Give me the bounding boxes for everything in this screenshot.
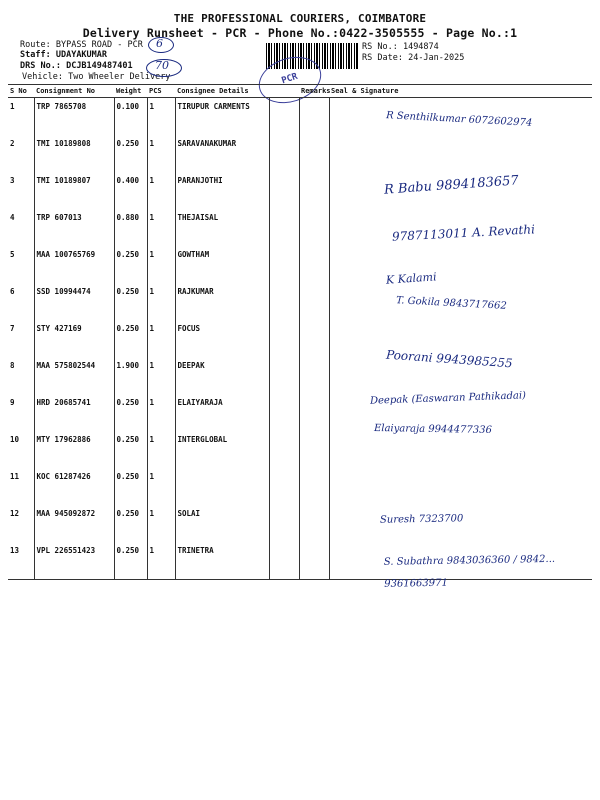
company-title: THE PROFESSIONAL COURIERS, COIMBATORE: [173, 12, 427, 25]
cell-pcs: 1: [147, 505, 175, 542]
drs-label: DRS No.:: [20, 61, 61, 71]
cell-consignee: THEJAISAL: [175, 209, 269, 246]
cell-weight: 0.250: [114, 283, 147, 320]
drs-value: DCJB149487401: [66, 61, 133, 71]
cell-remarks: [299, 320, 329, 357]
cell-blank: [269, 468, 299, 505]
cell-blank: [269, 431, 299, 468]
cell-weight: 0.250: [114, 431, 147, 468]
cell-blank: [269, 320, 299, 357]
cell-remarks: [299, 357, 329, 394]
table-row: [8, 135, 592, 172]
runsheet-title: Delivery Runsheet - PCR - Phone No.:0422-3505555 - Page No.:1: [82, 26, 518, 40]
cell-consignment: MTY 17962886: [34, 431, 114, 468]
cell-consignee: SOLAI: [175, 505, 269, 542]
cell-signature: [329, 468, 592, 505]
rs-date-label: RS Date:: [362, 53, 403, 63]
cell-weight: 0.250: [114, 542, 147, 580]
signature-12: Suresh 7323700: [379, 513, 464, 526]
col-consignee: Consignee Details: [175, 85, 269, 98]
cell-pcs: 1: [147, 357, 175, 394]
cell-signature: [329, 431, 592, 468]
cell-blank: [269, 357, 299, 394]
cell-consignee: TIRUPUR CARMENTS: [175, 98, 269, 136]
signature-9: Deepak (Easwaran Pathikadai): [369, 390, 527, 407]
cell-remarks: [299, 394, 329, 431]
cell-sno: 6: [10, 287, 15, 296]
staff-line: [20, 50, 107, 60]
cell-blank: [269, 209, 299, 246]
cell-weight: 0.880: [114, 209, 147, 246]
staff-value: UDAYAKUMAR: [55, 50, 108, 60]
cell-consignment: MAA 945092872: [34, 505, 114, 542]
cell-consignment: TRP 607013: [34, 209, 114, 246]
cell-sno: 2: [10, 139, 15, 148]
cell-signature: [329, 320, 592, 357]
cell-weight: 0.250: [114, 394, 147, 431]
table-row: [8, 320, 592, 357]
cell-signature: [329, 246, 592, 283]
cell-consignment: SSD 10994474: [34, 283, 114, 320]
cell-remarks: [299, 209, 329, 246]
cell-sno: 12: [10, 509, 20, 518]
drs-handwritten-mark: 70: [155, 59, 169, 72]
signature-13: S. Subathra 9843036360 / 9842... 9361663971: [383, 553, 556, 590]
cell-remarks: [299, 98, 329, 136]
table-row: [8, 431, 592, 468]
pcr-stamp: PCR: [253, 49, 327, 111]
cell-consignee: DEEPAK: [175, 357, 269, 394]
rs-no-label: RS No.:: [362, 42, 398, 52]
cell-consignment: KOC 61287426: [34, 468, 114, 505]
cell-blank: [269, 98, 299, 136]
route-value: BYPASS ROAD - PCR: [55, 40, 143, 50]
cell-remarks: [299, 135, 329, 172]
signature-3: R Babu 9894183657: [383, 173, 520, 198]
signature-10: Elaiyaraja 9944477336: [373, 422, 492, 437]
cell-pcs: 1: [147, 246, 175, 283]
cell-consignee: FOCUS: [175, 320, 269, 357]
staff-label: Staff:: [20, 50, 51, 60]
cell-pcs: 1: [147, 98, 175, 136]
cell-consignment: HRD 20685741: [34, 394, 114, 431]
cell-weight: 1.900: [114, 357, 147, 394]
vehicle-line: [22, 72, 170, 82]
cell-consignee: PARANJOTHI: [175, 172, 269, 209]
runsheet-table: [8, 84, 592, 580]
col-sno: S No: [8, 85, 34, 98]
cell-pcs: 1: [147, 394, 175, 431]
signature-8: Poorani 9943985255: [385, 347, 513, 371]
cell-pcs: 1: [147, 135, 175, 172]
cell-consignment: TMI 10189807: [34, 172, 114, 209]
cell-sno: 11: [10, 472, 20, 481]
cell-weight: 0.400: [114, 172, 147, 209]
rs-date-line: [362, 53, 464, 63]
rs-no-line: [362, 42, 439, 52]
cell-sno: 9: [10, 398, 15, 407]
cell-signature: [329, 135, 592, 172]
col-blank: [269, 85, 299, 98]
cell-consignee: INTERGLOBAL: [175, 431, 269, 468]
cell-pcs: 1: [147, 542, 175, 580]
cell-blank: [269, 246, 299, 283]
cell-weight: 0.250: [114, 505, 147, 542]
cell-consignment: TRP 7865708: [34, 98, 114, 136]
vehicle-label: Vehicle:: [22, 72, 63, 82]
cell-pcs: 1: [147, 320, 175, 357]
rs-date-value: 24-Jan-2025: [408, 53, 465, 63]
cell-consignment: VPL 226551423: [34, 542, 114, 580]
cell-remarks: [299, 246, 329, 283]
cell-sno: 13: [8, 542, 34, 580]
cell-blank: [269, 505, 299, 542]
cell-sno: 7: [10, 324, 15, 333]
cell-weight: 0.250: [114, 468, 147, 505]
cell-consignee: ELAIYARAJA: [175, 394, 269, 431]
cell-sno: 3: [10, 176, 15, 185]
cell-sno: 5: [10, 250, 15, 259]
cell-weight: 0.250: [114, 135, 147, 172]
col-remarks: Remarks: [299, 85, 329, 98]
cell-consignee: [175, 468, 269, 505]
col-signature: Seal & Signature: [329, 85, 592, 98]
cell-pcs: 1: [147, 431, 175, 468]
route-label: Route:: [20, 40, 51, 50]
cell-weight: 0.250: [114, 246, 147, 283]
cell-blank: [269, 394, 299, 431]
cell-consignment: MAA 575802544: [34, 357, 114, 394]
cell-pcs: 1: [147, 209, 175, 246]
route-handwritten-mark: 6: [156, 37, 163, 50]
table-row: [8, 505, 592, 542]
cell-remarks: [299, 505, 329, 542]
cell-remarks: [299, 468, 329, 505]
rs-no-value: 1494874: [402, 42, 439, 52]
cell-sno: 10: [10, 435, 20, 444]
cell-remarks: [299, 172, 329, 209]
cell-sno: 8: [10, 361, 15, 370]
cell-consignee: GOWTHAM: [175, 246, 269, 283]
signature-6: T. Gokila 9843717662: [395, 295, 508, 312]
cell-sno: 1: [10, 102, 15, 111]
cell-blank: [269, 172, 299, 209]
cell-remarks: [299, 542, 329, 580]
col-weight: Weight: [114, 85, 147, 98]
table-header-row: [8, 85, 592, 98]
table-row: [8, 468, 592, 505]
cell-consignment: TMI 10189808: [34, 135, 114, 172]
cell-consignment: MAA 100765769: [34, 246, 114, 283]
cell-remarks: [299, 431, 329, 468]
cell-weight: 0.250: [114, 320, 147, 357]
cell-blank: [269, 283, 299, 320]
cell-consignee: TRINETRA: [175, 542, 269, 580]
signature-4: 9787113011 A. Revathi: [391, 222, 536, 244]
drs-line: [20, 61, 133, 71]
signature-1: R Senthilkumar 6072602974: [385, 110, 533, 129]
cell-consignee: RAJKUMAR: [175, 283, 269, 320]
cell-pcs: 1: [147, 468, 175, 505]
cell-consignment: STY 427169: [34, 320, 114, 357]
cell-blank: [269, 135, 299, 172]
cell-pcs: 1: [147, 283, 175, 320]
route-line: [20, 40, 143, 50]
cell-weight: 0.100: [114, 98, 147, 136]
signature-5: K Kalami: [385, 270, 437, 287]
cell-sno: 4: [10, 213, 15, 222]
cell-remarks: [299, 283, 329, 320]
cell-blank: [269, 542, 299, 580]
col-pcs: PCS: [147, 85, 175, 98]
vehicle-value: Two Wheeler Delivery: [68, 72, 171, 82]
cell-consignee: SARAVANAKUMAR: [175, 135, 269, 172]
cell-pcs: 1: [147, 172, 175, 209]
table-row: [8, 246, 592, 283]
col-consignment: Consignment No: [34, 85, 114, 98]
